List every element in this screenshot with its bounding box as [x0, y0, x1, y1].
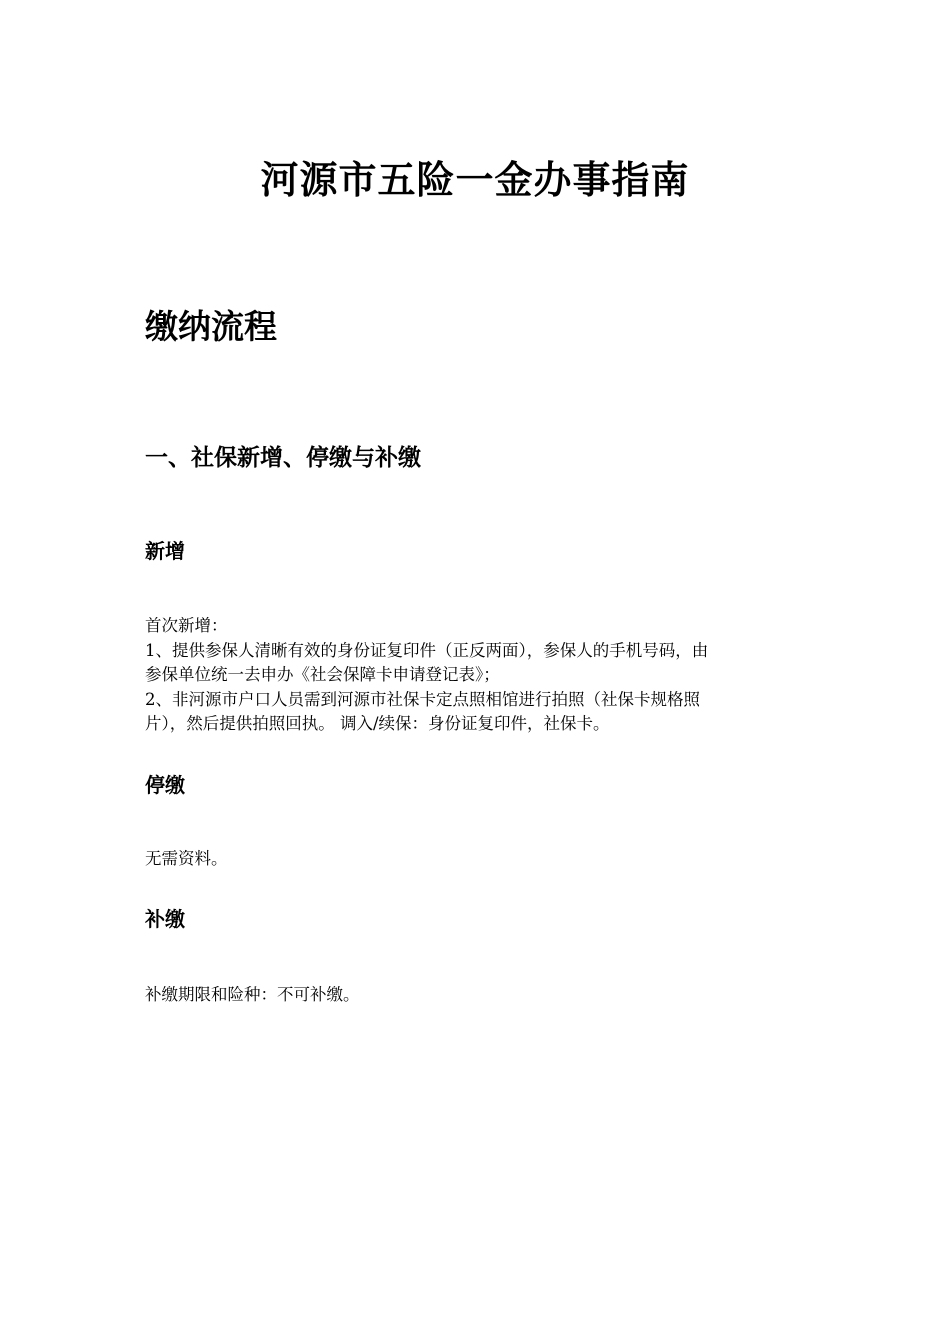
document-title: 河源市五险一金办事指南: [260, 158, 690, 202]
add-heading: 新增: [145, 539, 185, 563]
add-line-2: 1、提供参保人清晰有效的身份证复印件（正反两面），参保人的手机号码，由: [145, 640, 709, 660]
stop-heading: 停缴: [145, 773, 185, 797]
add-line-1: 首次新增：: [145, 616, 228, 635]
add-line-5: 片），然后提供拍照回执。 调入/续保：身份证复印件，社保卡。: [145, 714, 610, 734]
subsection-heading: 一、社保新增、停缴与补缴: [145, 445, 421, 471]
section-heading: 缴纳流程: [145, 307, 277, 346]
stop-paragraph: 无需资料。: [145, 849, 228, 868]
add-paragraph: [145, 614, 810, 737]
add-line-3: 参保单位统一去申办《社会保障卡申请登记表》；: [145, 665, 500, 685]
backpay-heading: 补缴: [145, 907, 185, 931]
backpay-paragraph: 补缴期限和险种：不可补缴。: [145, 985, 360, 1004]
add-line-4: 2、非河源市户口人员需到河源市社保卡定点照相馆进行拍照（社保卡规格照: [145, 689, 700, 709]
